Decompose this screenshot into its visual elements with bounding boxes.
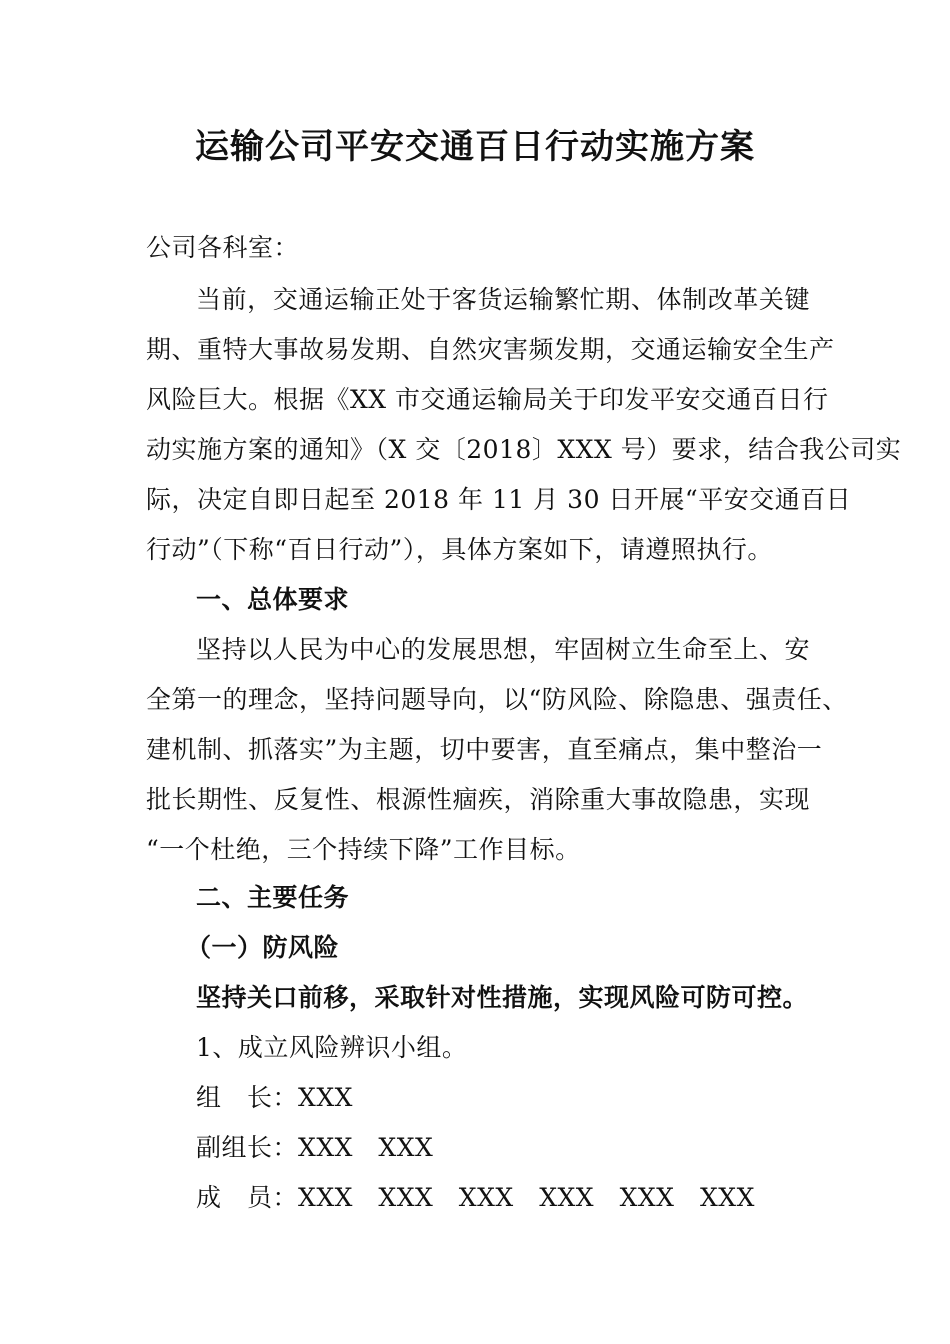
item-1: 1、成立风险辨识小组。 [196,1033,468,1062]
members-label: 成 员： [196,1183,299,1212]
intro-line-2: 期、重特大事故易发期、自然灾害频发期，交通运输安全生产 [146,335,835,364]
leader-value: XXX [298,1083,353,1112]
document-title: 运输公司平安交通百日行动实施方案 [195,127,755,167]
members-value: XXX XXX XXX XXX XXX XXX [298,1183,755,1212]
section-1-heading: 一、总体要求 [196,585,350,614]
deputy-row [196,1130,810,1166]
deputy-label: 副组长： [196,1133,299,1162]
leader-label: 组 长： [196,1083,299,1112]
deputy-value: XXX XXX [298,1133,434,1162]
section-1-line-1: 坚持以人民为中心的发展思想，牢固树立生命至上、安 [196,635,810,664]
salutation: 公司各科室： [146,233,300,262]
leader-row [196,1080,810,1116]
section-1-line-3: 建机制、抓落实”为主题，切中要害，直至痛点，集中整治一 [146,735,823,764]
intro-line-5: 际，决定自即日起至 2018 年 11 月 30 日开展“平安交通百日 [146,485,852,514]
intro-line-3: 风险巨大。根据《XX 市交通运输局关于印发平安交通百日行 [146,385,829,414]
section-2-heading: 二、主要任务 [196,883,350,912]
intro-line-6: 行动”（下称“百日行动”），具体方案如下，请遵照执行。 [146,535,773,564]
section-1-line-5: “一个杜绝，三个持续下降”工作目标。 [146,835,581,864]
section-1-line-4: 批长期性、反复性、根源性痼疾，消除重大事故隐患，实现 [146,785,810,814]
intro-line-4: 动实施方案的通知》（X 交〔2018〕XXX 号）要求，结合我公司实 [146,435,902,464]
section-1-line-2: 全第一的理念，坚持问题导向，以“防风险、除隐患、强责任、 [146,685,848,714]
subsection-1-heading: （一）防风险 [186,933,340,962]
members-row [196,1180,810,1216]
subsection-1-lead: 坚持关口前移，采取针对性措施，实现风险可防可控。 [196,983,809,1012]
intro-line-1: 当前，交通运输正处于客货运输繁忙期、体制改革关键 [196,285,810,314]
